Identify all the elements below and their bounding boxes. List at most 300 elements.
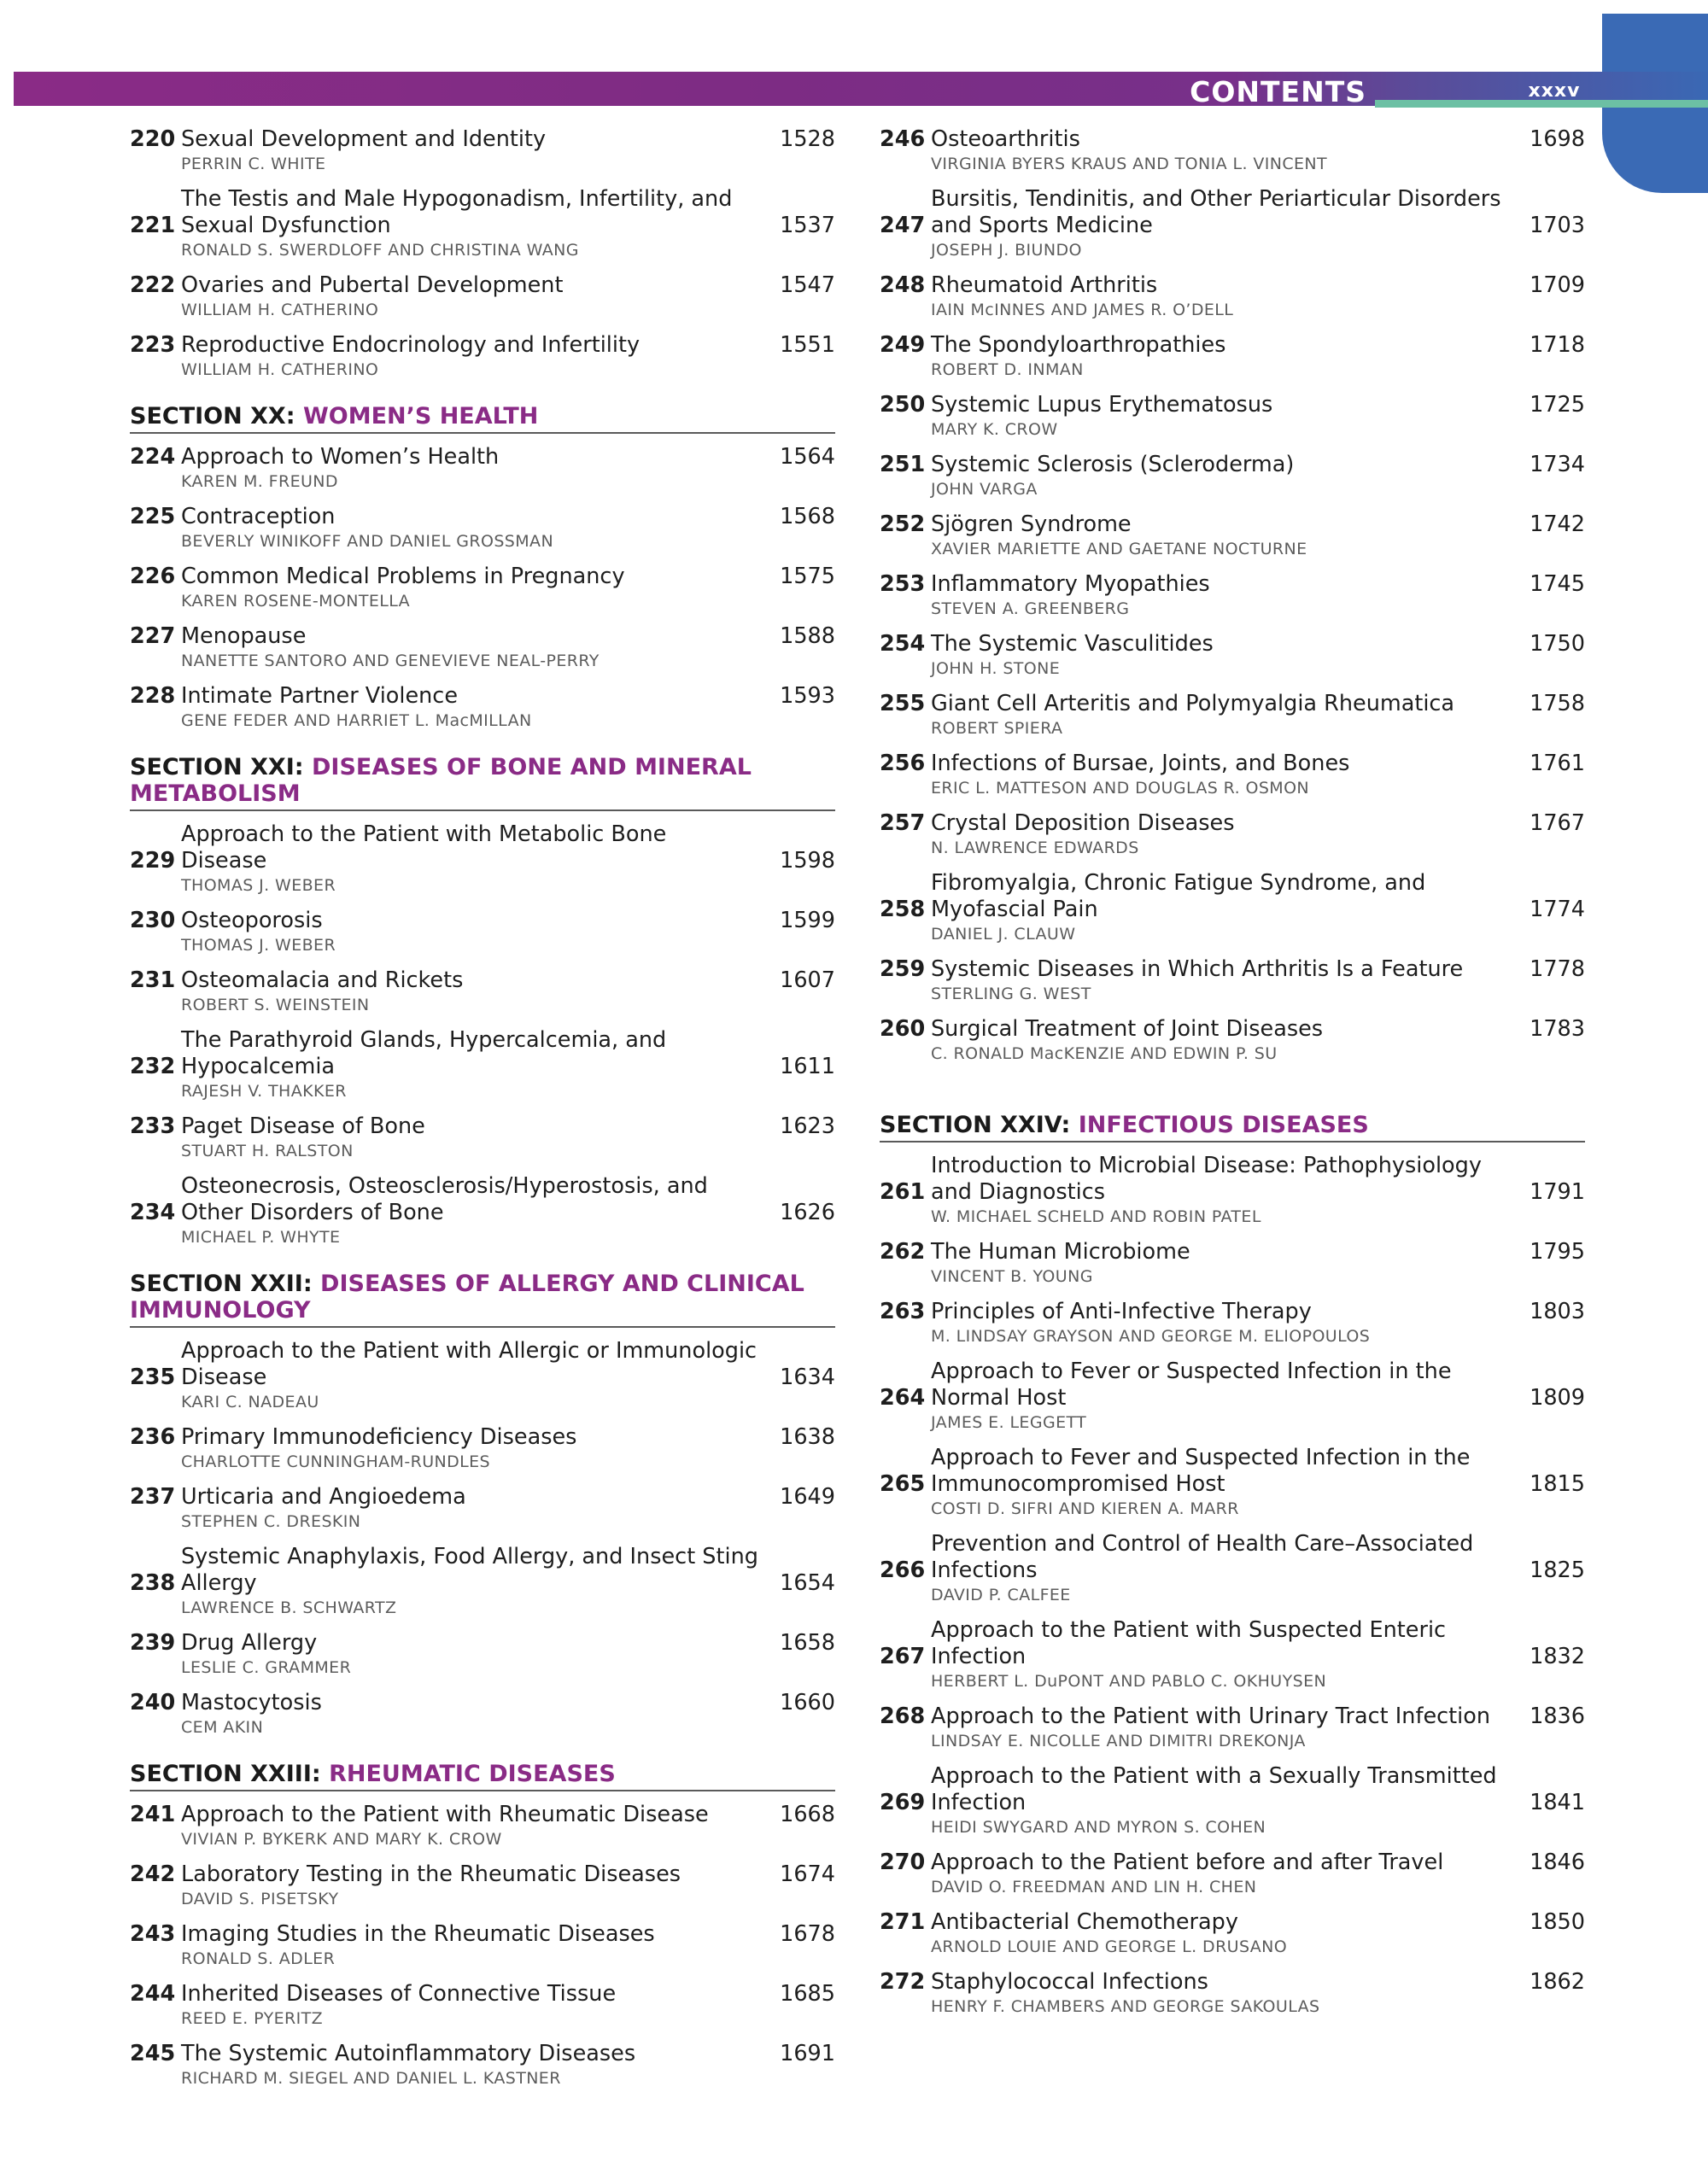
page-ref[interactable]: 1841 — [1530, 1790, 1585, 1815]
toc-entry-title-row — [130, 1981, 835, 2007]
chapter-number: 247 — [880, 213, 926, 238]
chapter-authors: HENRY F. CHAMBERS AND GEORGE SAKOULAS — [931, 1997, 1320, 2016]
chapter-authors: CHARLOTTE CUNNINGHAM-RUNDLES — [181, 1452, 491, 1471]
chapter-title[interactable]: Drug Allergy — [181, 1630, 318, 1656]
chapter-authors: PERRIN C. WHITE — [181, 155, 326, 173]
toc-entry-title-row — [130, 564, 835, 590]
toc-entry-title-row — [880, 691, 1585, 717]
chapter-title[interactable]: Fibromyalgia, Chronic Fatigue Syndrome, and Myofascial Pain — [931, 870, 1426, 922]
toc-entry-title-row — [130, 1802, 835, 1828]
chapter-title[interactable]: Prevention and Control of Health Care–Associated Infections — [931, 1531, 1474, 1583]
toc-entry-title-row — [130, 1338, 835, 1391]
toc-entry-title-row — [880, 1850, 1585, 1876]
toc-entry[interactable] — [880, 511, 1585, 560]
toc-entry[interactable] — [130, 1424, 835, 1473]
toc-entry-title-row — [130, 1861, 835, 1888]
chapter-authors: MARY K. CROW — [931, 420, 1058, 439]
page-ref[interactable]: 1528 — [780, 126, 835, 152]
chapter-title[interactable]: Contraception — [181, 504, 336, 529]
chapter-number: 242 — [130, 1861, 176, 1887]
chapter-number: 268 — [880, 1704, 926, 1729]
toc-entry-title-row — [880, 1969, 1585, 1996]
page-ref[interactable]: 1660 — [780, 1690, 835, 1715]
page-ref[interactable]: 1658 — [780, 1630, 835, 1656]
page-ref[interactable]: 1626 — [780, 1200, 835, 1225]
toc-entry-title-row — [880, 1359, 1585, 1411]
chapter-title[interactable]: The Human Microbiome — [931, 1239, 1190, 1265]
chapter-authors: JOHN VARGA — [931, 480, 1038, 499]
chapter-title[interactable]: The Spondyloarthropathies — [931, 332, 1226, 358]
section-name: DISEASES OF BONE AND MINERAL METABOLISM — [130, 754, 752, 807]
toc-entry-title-row — [880, 392, 1585, 418]
chapter-number: 271 — [880, 1909, 926, 1935]
toc-entry[interactable] — [880, 452, 1585, 500]
chapter-title[interactable]: Approach to the Patient with Rheumatic Disease — [181, 1802, 709, 1827]
toc-entry[interactable] — [880, 126, 1585, 175]
chapter-number: 232 — [130, 1054, 176, 1079]
toc-entry[interactable] — [130, 444, 835, 493]
chapter-authors: VIRGINIA BYERS KRAUS AND TONIA L. VINCENT — [931, 155, 1328, 173]
toc-entry[interactable] — [880, 810, 1585, 859]
chapter-authors: MICHAEL P. WHYTE — [181, 1228, 341, 1247]
chapter-number: 239 — [130, 1630, 176, 1656]
chapter-title[interactable]: Approach to the Patient before and after Travel — [931, 1850, 1444, 1875]
page-ref[interactable]: 1791 — [1530, 1179, 1585, 1205]
chapter-title[interactable]: Systemic Sclerosis (Scleroderma) — [931, 452, 1295, 477]
chapter-title[interactable]: Common Medical Problems in Pregnancy — [181, 564, 625, 589]
toc-entry[interactable] — [130, 1921, 835, 1970]
chapter-authors: VINCENT B. YOUNG — [931, 1267, 1093, 1286]
chapter-authors: NANETTE SANTORO AND GENEVIEVE NEAL-PERRY — [181, 652, 600, 670]
page-ref[interactable]: 1862 — [1530, 1969, 1585, 1995]
toc-entry-title-row — [880, 810, 1585, 837]
section-name: DISEASES OF ALLERGY AND CLINICAL IMMUNOLOGY — [130, 1271, 804, 1324]
toc-entry-title-row — [880, 631, 1585, 657]
chapter-number: 222 — [130, 272, 176, 298]
toc-entry[interactable] — [130, 126, 835, 175]
section-heading-text — [130, 754, 835, 807]
chapter-number: 270 — [880, 1850, 926, 1875]
chapter-title[interactable]: Systemic Lupus Erythematosus — [931, 392, 1273, 418]
chapter-authors: CEM AKIN — [181, 1718, 264, 1737]
chapter-authors: N. LAWRENCE EDWARDS — [931, 839, 1139, 857]
page-ref[interactable]: 1767 — [1530, 810, 1585, 836]
chapter-title[interactable]: Approach to Women’s Health — [181, 444, 500, 470]
chapter-authors: WILLIAM H. CATHERINO — [181, 301, 379, 319]
page-ref[interactable]: 1803 — [1530, 1299, 1585, 1324]
toc-entry-title-row — [880, 870, 1585, 923]
chapter-title[interactable]: Laboratory Testing in the Rheumatic Diseases — [181, 1861, 681, 1887]
left-column — [130, 126, 835, 2101]
section-number: SECTION XXIV: — [880, 1112, 1071, 1138]
toc-entry-title-row — [130, 1690, 835, 1716]
toc-entry-title-row — [130, 683, 835, 710]
chapter-title[interactable]: Systemic Anaphylaxis, Food Allergy, and Insect Sting Allergy — [181, 1544, 758, 1596]
chapter-number: 221 — [130, 213, 176, 238]
chapter-authors: COSTI D. SIFRI AND KIEREN A. MARR — [931, 1499, 1239, 1518]
chapter-authors: DAVID O. FREEDMAN AND LIN H. CHEN — [931, 1878, 1257, 1896]
chapter-title[interactable]: Approach to Fever and Suspected Infection in the Immunocompromised Host — [931, 1445, 1471, 1497]
toc-entry[interactable] — [880, 691, 1585, 739]
chapter-number: 254 — [880, 631, 926, 657]
chapter-title[interactable]: Inherited Diseases of Connective Tissue — [181, 1981, 617, 2007]
toc-entry[interactable] — [880, 1969, 1585, 2018]
chapter-title[interactable]: The Systemic Vasculitides — [931, 631, 1214, 657]
chapter-authors: KAREN ROSENE-MONTELLA — [181, 592, 411, 611]
chapter-title[interactable]: Osteomalacia and Rickets — [181, 967, 464, 993]
page-ref[interactable]: 1734 — [1530, 452, 1585, 477]
toc-entry-title-row — [880, 511, 1585, 538]
page-ref[interactable]: 1778 — [1530, 956, 1585, 982]
chapter-authors: JAMES E. LEGGETT — [931, 1413, 1087, 1432]
page-ref[interactable]: 1685 — [780, 1981, 835, 2007]
chapter-number: 246 — [880, 126, 926, 152]
chapter-number: 261 — [880, 1179, 926, 1205]
page-ref[interactable]: 1795 — [1530, 1239, 1585, 1265]
toc-entry-title-row — [130, 1484, 835, 1511]
chapter-number: 236 — [130, 1424, 176, 1450]
page-ref[interactable]: 1850 — [1530, 1909, 1585, 1935]
toc-entry[interactable] — [880, 1239, 1585, 1288]
toc-entry[interactable] — [880, 1016, 1585, 1065]
chapter-title[interactable]: Principles of Anti-Infective Therapy — [931, 1299, 1312, 1324]
chapter-authors: HEIDI SWYGARD AND MYRON S. COHEN — [931, 1818, 1266, 1837]
toc-entry-title-row — [880, 751, 1585, 777]
page-ref[interactable]: 1634 — [780, 1365, 835, 1390]
chapter-authors: LINDSAY E. NICOLLE AND DIMITRI DREKONJA — [931, 1732, 1306, 1750]
chapter-title[interactable]: Paget Disease of Bone — [181, 1113, 425, 1139]
chapter-number: 256 — [880, 751, 926, 776]
chapter-title[interactable]: Intimate Partner Violence — [181, 683, 459, 709]
chapter-title[interactable]: Sjögren Syndrome — [931, 511, 1132, 537]
page-ref[interactable]: 1832 — [1530, 1644, 1585, 1669]
chapter-authors: RONALD S. ADLER — [181, 1949, 336, 1968]
chapter-authors: THOMAS J. WEBER — [181, 876, 336, 895]
chapter-authors: RAJESH V. THAKKER — [181, 1082, 347, 1101]
chapter-title[interactable]: The Testis and Male Hypogonadism, Infertility, and Sexual Dysfunction — [181, 186, 733, 238]
right-column — [880, 126, 1585, 2029]
chapter-authors: C. RONALD MacKENZIE AND EDWIN P. SU — [931, 1044, 1278, 1063]
page-ref[interactable]: 1649 — [780, 1484, 835, 1510]
page-ref[interactable]: 1551 — [780, 332, 835, 358]
page-ref[interactable]: 1846 — [1530, 1850, 1585, 1875]
chapter-title[interactable]: Urticaria and Angioedema — [181, 1484, 466, 1510]
page-ref[interactable]: 1623 — [780, 1113, 835, 1139]
chapter-number: 224 — [130, 444, 176, 470]
chapter-authors: RONALD S. SWERDLOFF AND CHRISTINA WANG — [181, 241, 579, 260]
page-ref[interactable]: 1750 — [1530, 631, 1585, 657]
toc-entry[interactable] — [130, 1027, 835, 1102]
toc-entry-title-row — [880, 1445, 1585, 1498]
toc-entry-title-row — [130, 186, 835, 239]
toc-entry[interactable] — [130, 1544, 835, 1619]
chapter-authors: IAIN McINNES AND JAMES R. O’DELL — [931, 301, 1234, 319]
toc-entry[interactable] — [880, 1763, 1585, 1838]
chapter-title[interactable]: Osteoarthritis — [931, 126, 1080, 152]
toc-entry-title-row — [880, 1531, 1585, 1584]
chapter-authors: LAWRENCE B. SCHWARTZ — [181, 1598, 397, 1617]
chapter-title[interactable]: Introduction to Microbial Disease: Pathophysiology and Diagnostics — [931, 1153, 1482, 1205]
toc-entry[interactable] — [880, 1531, 1585, 1606]
page-ref[interactable]: 1654 — [780, 1570, 835, 1596]
page-ref[interactable]: 1836 — [1530, 1704, 1585, 1729]
toc-entry[interactable] — [130, 967, 835, 1016]
chapter-title[interactable]: Infections of Bursae, Joints, and Bones — [931, 751, 1350, 776]
chapter-title[interactable]: Osteoporosis — [181, 908, 323, 933]
chapter-title[interactable]: Systemic Diseases in Which Arthritis Is a Feature — [931, 956, 1464, 982]
toc-entry[interactable] — [130, 821, 835, 897]
toc-entry[interactable] — [880, 1153, 1585, 1228]
chapter-number: 227 — [130, 623, 176, 649]
chapter-number: 235 — [130, 1365, 176, 1390]
toc-entry[interactable] — [880, 1359, 1585, 1434]
toc-entry[interactable] — [880, 272, 1585, 321]
chapter-number: 251 — [880, 452, 926, 477]
chapter-number: 267 — [880, 1644, 926, 1669]
page-ref[interactable]: 1774 — [1530, 897, 1585, 922]
chapter-number: 272 — [880, 1969, 926, 1995]
toc-entry-title-row — [130, 1544, 835, 1597]
toc-entry[interactable] — [880, 571, 1585, 620]
chapter-title[interactable]: Bursitis, Tendinitis, and Other Periarticular Disorders and Sports Medicine — [931, 186, 1501, 238]
toc-entry-title-row — [880, 1239, 1585, 1265]
chapter-authors: STUART H. RALSTON — [181, 1142, 354, 1160]
page-ref[interactable]: 1709 — [1530, 272, 1585, 298]
chapter-title[interactable]: Approach to the Patient with Suspected Enteric Infection — [931, 1617, 1447, 1669]
chapter-number: 234 — [130, 1200, 176, 1225]
toc-entry[interactable] — [880, 1299, 1585, 1347]
chapter-title[interactable]: Approach to the Patient with Allergic or Immunologic Disease — [181, 1338, 757, 1390]
chapter-authors: ARNOLD LOUIE AND GEORGE L. DRUSANO — [931, 1937, 1288, 1956]
chapter-title[interactable]: Imaging Studies in the Rheumatic Diseases — [181, 1921, 655, 1947]
toc-entry-title-row — [130, 821, 835, 874]
chapter-authors: DAVID S. PISETSKY — [181, 1890, 339, 1908]
chapter-title[interactable]: Antibacterial Chemotherapy — [931, 1909, 1238, 1935]
chapter-title[interactable]: Ovaries and Pubertal Development — [181, 272, 564, 298]
chapter-number: 257 — [880, 810, 926, 836]
page-ref[interactable]: 1809 — [1530, 1385, 1585, 1411]
toc-entry-title-row — [880, 272, 1585, 299]
page-ref[interactable]: 1815 — [1530, 1471, 1585, 1497]
chapter-title[interactable]: Crystal Deposition Diseases — [931, 810, 1235, 836]
chapter-authors: DANIEL J. CLAUW — [931, 925, 1076, 944]
chapter-authors: M. LINDSAY GRAYSON AND GEORGE M. ELIOPOULOS — [931, 1327, 1371, 1346]
toc-entry[interactable] — [130, 683, 835, 732]
chapter-authors: ROBERT S. WEINSTEIN — [181, 996, 370, 1014]
page-ref[interactable]: 1668 — [780, 1802, 835, 1827]
chapter-title[interactable]: Osteonecrosis, Osteosclerosis/Hyperostosis, and Other Disorders of Bone — [181, 1173, 708, 1225]
chapter-authors: VIVIAN P. BYKERK AND MARY K. CROW — [181, 1830, 502, 1849]
chapter-title[interactable]: Approach to the Patient with Metabolic Bone Disease — [181, 821, 667, 874]
page-ref[interactable]: 1537 — [780, 213, 835, 238]
toc-entry-title-row — [880, 126, 1585, 153]
toc-entry-title-row — [130, 967, 835, 994]
page-ref[interactable]: 1761 — [1530, 751, 1585, 776]
toc-entry[interactable] — [880, 1445, 1585, 1520]
page-ref[interactable]: 1674 — [780, 1861, 835, 1887]
page-ref[interactable]: 1598 — [780, 848, 835, 874]
toc-entry-title-row — [130, 623, 835, 650]
chapter-authors: STERLING G. WEST — [931, 985, 1091, 1003]
page-ref[interactable]: 1718 — [1530, 332, 1585, 358]
chapter-authors: ERIC L. MATTESON AND DOUGLAS R. OSMON — [931, 779, 1310, 798]
toc-entry-title-row — [880, 1909, 1585, 1936]
page-ref[interactable]: 1575 — [780, 564, 835, 589]
page-ref[interactable]: 1599 — [780, 908, 835, 933]
toc-entry[interactable] — [880, 332, 1585, 381]
chapter-number: 230 — [130, 908, 176, 933]
page-ref[interactable]: 1547 — [780, 272, 835, 298]
chapter-authors: LESLIE C. GRAMMER — [181, 1658, 352, 1677]
toc-entry-title-row — [130, 504, 835, 530]
page-ref[interactable]: 1758 — [1530, 691, 1585, 716]
page-ref[interactable]: 1783 — [1530, 1016, 1585, 1042]
page-ref[interactable]: 1691 — [780, 2041, 835, 2066]
chapter-title[interactable]: Surgical Treatment of Joint Diseases — [931, 1016, 1324, 1042]
page-ref[interactable]: 1678 — [780, 1921, 835, 1947]
chapter-authors: JOHN H. STONE — [931, 659, 1061, 678]
toc-entry-title-row — [130, 332, 835, 359]
page-ref[interactable]: 1607 — [780, 967, 835, 993]
toc-entry-title-row — [130, 1027, 835, 1080]
chapter-number: 245 — [130, 2041, 176, 2066]
section-heading-text — [130, 1271, 835, 1324]
page-ref[interactable]: 1742 — [1530, 511, 1585, 537]
toc-entry[interactable] — [130, 186, 835, 261]
toc-entry-title-row — [880, 452, 1585, 478]
chapter-title[interactable]: Giant Cell Arteritis and Polymyalgia Rheumatica — [931, 691, 1455, 716]
toc-entry[interactable] — [130, 332, 835, 381]
page-ref[interactable]: 1703 — [1530, 213, 1585, 238]
section-name: RHEUMATIC DISEASES — [329, 1761, 616, 1787]
toc-entry[interactable] — [130, 1338, 835, 1413]
chapter-title[interactable]: Approach to the Patient with a Sexually Transmitted Infection — [931, 1763, 1497, 1815]
chapter-number: 225 — [130, 504, 176, 529]
toc-entry[interactable] — [130, 504, 835, 552]
chapter-title[interactable]: Menopause — [181, 623, 307, 649]
section-name: INFECTIOUS DISEASES — [1078, 1112, 1369, 1138]
toc-entry[interactable] — [880, 186, 1585, 261]
chapter-number: 252 — [880, 511, 926, 537]
chapter-authors: W. MICHAEL SCHELD AND ROBIN PATEL — [931, 1207, 1261, 1226]
chapter-number: 255 — [880, 691, 926, 716]
toc-entry-title-row — [880, 1016, 1585, 1043]
toc-entry-title-row — [880, 1763, 1585, 1816]
section-heading — [880, 1112, 1585, 1143]
chapter-title[interactable]: Staphylococcal Infections — [931, 1969, 1208, 1995]
chapter-title[interactable]: Approach to Fever or Suspected Infection in the Normal Host — [931, 1359, 1452, 1411]
chapter-number: 223 — [130, 332, 176, 358]
toc-entry[interactable] — [880, 1704, 1585, 1752]
toc-entry[interactable] — [880, 392, 1585, 441]
toc-entry[interactable] — [880, 1850, 1585, 1898]
toc-entry[interactable] — [130, 623, 835, 672]
chapter-title[interactable]: Sexual Development and Identity — [181, 126, 547, 152]
toc-entry[interactable] — [130, 908, 835, 956]
toc-entry[interactable] — [130, 1690, 835, 1739]
contents-title: CONTENTS — [1190, 75, 1366, 108]
toc-entry[interactable] — [130, 1173, 835, 1248]
section-number: SECTION XXII: — [130, 1271, 313, 1297]
toc-entry-title-row — [130, 1173, 835, 1226]
chapter-title[interactable]: Primary Immunodeficiency Diseases — [181, 1424, 577, 1450]
toc-entry[interactable] — [130, 272, 835, 321]
chapter-authors: ROBERT D. INMAN — [931, 360, 1084, 379]
chapter-title[interactable]: Approach to the Patient with Urinary Tract Infection — [931, 1704, 1490, 1729]
page-ref[interactable]: 1725 — [1530, 392, 1585, 418]
chapter-number: 253 — [880, 571, 926, 597]
page-ref[interactable]: 1564 — [780, 444, 835, 470]
page-ref[interactable]: 1745 — [1530, 571, 1585, 597]
toc-entry[interactable] — [880, 870, 1585, 945]
chapter-number: 226 — [130, 564, 176, 589]
section-number: SECTION XXI: — [130, 754, 304, 780]
toc-entry[interactable] — [880, 631, 1585, 680]
toc-entry-title-row — [130, 1630, 835, 1657]
chapter-number: 264 — [880, 1385, 926, 1411]
toc-entry[interactable] — [130, 2041, 835, 2089]
toc-entry[interactable] — [880, 1617, 1585, 1692]
page-ref[interactable]: 1825 — [1530, 1557, 1585, 1583]
chapter-title[interactable]: Mastocytosis — [181, 1690, 322, 1715]
page-ref[interactable]: 1698 — [1530, 126, 1585, 152]
section-heading — [130, 754, 835, 811]
toc-entry[interactable] — [130, 1802, 835, 1850]
section-number: SECTION XXIII: — [130, 1761, 321, 1787]
chapter-authors: HERBERT L. DuPONT AND PABLO C. OKHUYSEN — [931, 1672, 1327, 1691]
toc-entry-title-row — [880, 956, 1585, 983]
chapter-title[interactable]: The Parathyroid Glands, Hypercalcemia, and Hypocalcemia — [181, 1027, 667, 1079]
chapter-authors: STEVEN A. GREENBERG — [931, 599, 1130, 618]
chapter-number: 260 — [880, 1016, 926, 1042]
toc-entry[interactable] — [880, 751, 1585, 799]
chapter-title[interactable]: Reproductive Endocrinology and Infertility — [181, 332, 640, 358]
section-heading — [130, 403, 835, 434]
toc-entry[interactable] — [130, 1861, 835, 1910]
toc-entry-title-row — [880, 1153, 1585, 1206]
page-ref[interactable]: 1638 — [780, 1424, 835, 1450]
chapter-number: 250 — [880, 392, 926, 418]
toc-entry[interactable] — [130, 1981, 835, 2030]
page-ref[interactable]: 1588 — [780, 623, 835, 649]
chapter-title[interactable]: Rheumatoid Arthritis — [931, 272, 1158, 298]
section-heading — [130, 1271, 835, 1328]
chapter-authors: KARI C. NADEAU — [181, 1393, 319, 1411]
chapter-number: 258 — [880, 897, 926, 922]
toc-entry[interactable] — [880, 956, 1585, 1005]
chapter-number: 263 — [880, 1299, 926, 1324]
toc-entry[interactable] — [130, 1113, 835, 1162]
page-ref[interactable]: 1568 — [780, 504, 835, 529]
page-ref[interactable]: 1611 — [780, 1054, 835, 1079]
toc-entry-title-row — [880, 1704, 1585, 1730]
chapter-number: 229 — [130, 848, 176, 874]
chapter-number: 248 — [880, 272, 926, 298]
chapter-number: 220 — [130, 126, 176, 152]
toc-entry-title-row — [130, 272, 835, 299]
toc-entry[interactable] — [130, 1630, 835, 1679]
toc-entry[interactable] — [130, 1484, 835, 1533]
section-number: SECTION XX: — [130, 403, 295, 430]
toc-entry-title-row — [130, 2041, 835, 2067]
chapter-title[interactable]: The Systemic Autoinflammatory Diseases — [181, 2041, 636, 2066]
chapter-number: 249 — [880, 332, 926, 358]
chapter-title[interactable]: Inflammatory Myopathies — [931, 571, 1210, 597]
page-ref[interactable]: 1593 — [780, 683, 835, 709]
toc-entry[interactable] — [880, 1909, 1585, 1958]
toc-entry[interactable] — [130, 564, 835, 612]
toc-entry-title-row — [880, 186, 1585, 239]
